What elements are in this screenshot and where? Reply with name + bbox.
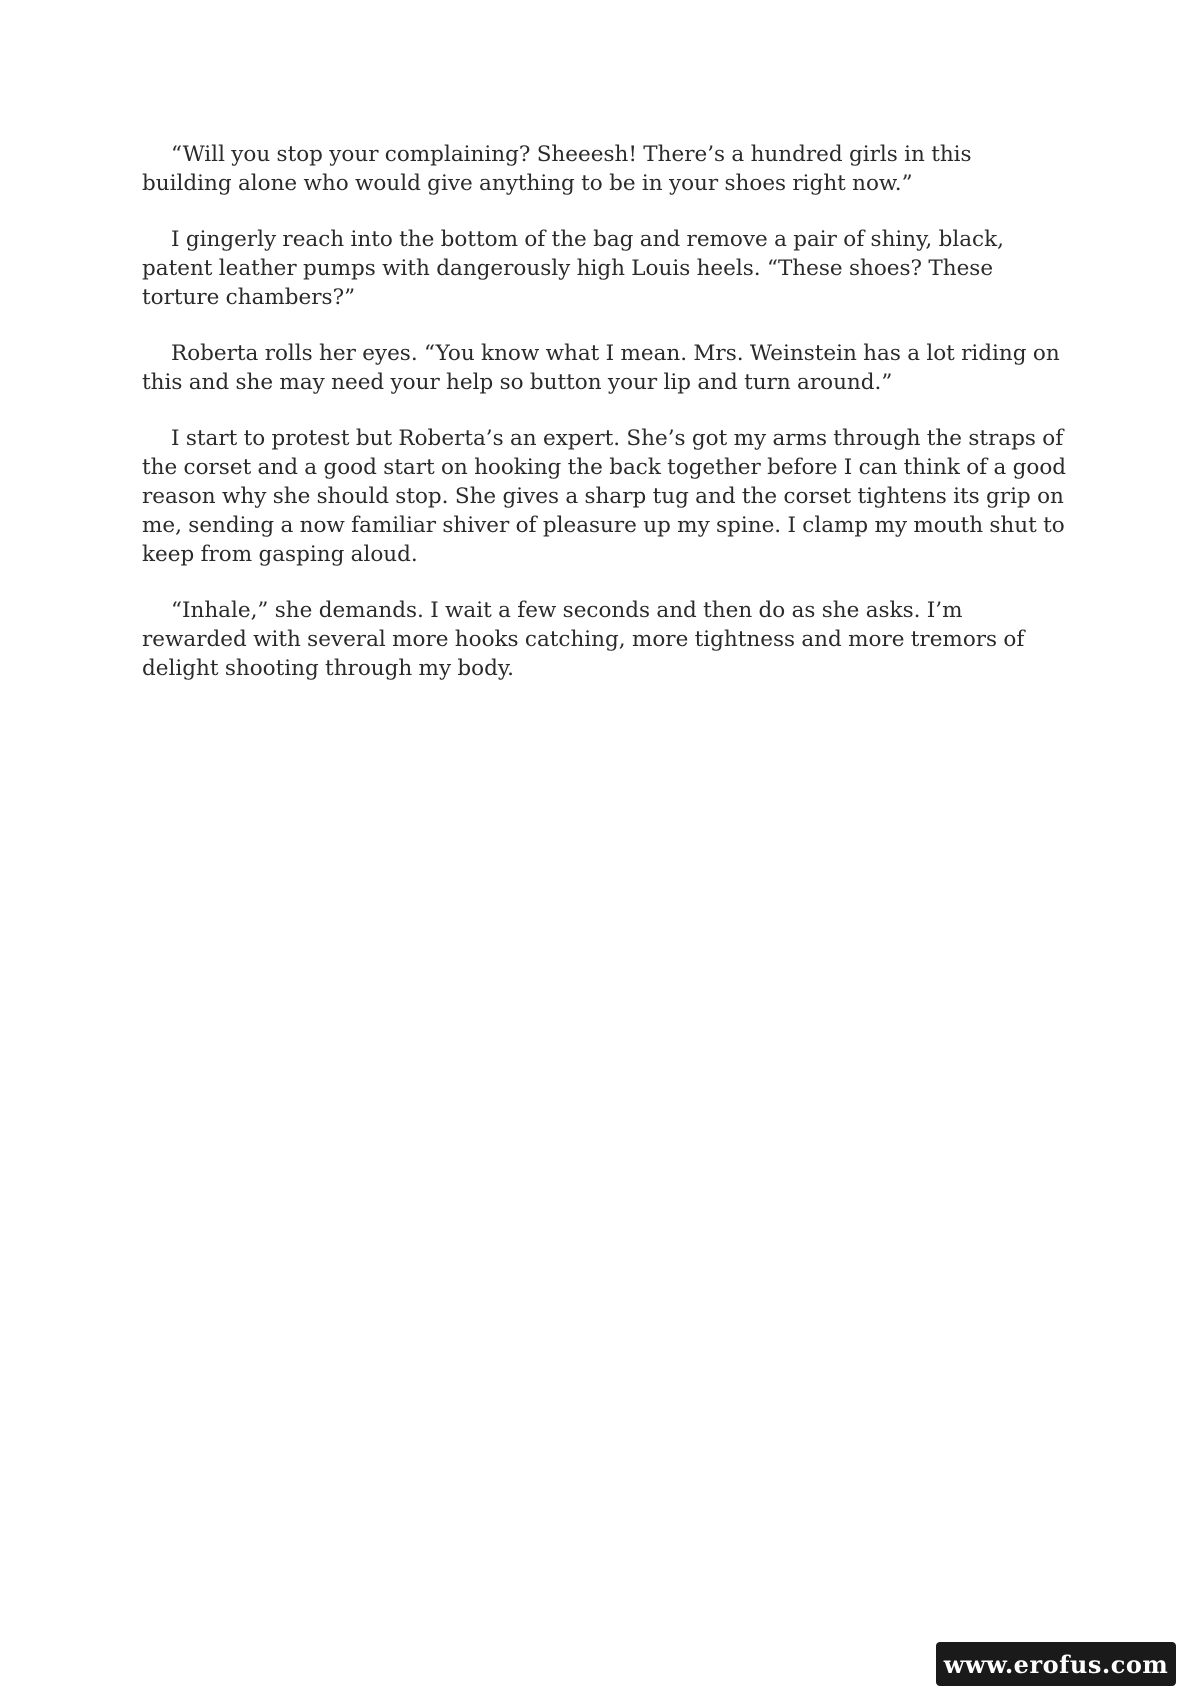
paragraph-5: “Inhale,” she demands. I wait a few seconds and then do as she asks. I’m rewarded with several more hooks catching, more tightness and more tremors of delight shooting through my body.	[142, 598, 1025, 681]
watermark: www.erofus.com	[936, 1642, 1176, 1686]
paragraph-2: I gingerly reach into the bottom of the bag and remove a pair of shiny, black, patent leather pumps with dangerously high Louis heels. “These shoes? These torture chambers?”	[142, 227, 1004, 310]
paragraph-3: Roberta rolls her eyes. “You know what I mean. Mrs. Weinstein has a lot riding on this and she may need your help so button your lip and turn around.”	[142, 341, 1060, 395]
body-text	[142, 140, 1067, 710]
paragraph-4: I start to protest but Roberta’s an expert. She’s got my arms through the straps of the corset and a good start on hooking the back together before I can think of a good reason why she should stop. She gives a sharp tug and the corset tightens its grip on me, sending a now familiar shiver of pleasure up my spine. I clamp my mouth shut to keep from gasping aloud.	[142, 426, 1067, 567]
paragraph-1: “Will you stop your complaining? Sheeesh! There’s a hundred girls in this building alone who would give anything to be in your shoes right now.”	[142, 142, 972, 196]
